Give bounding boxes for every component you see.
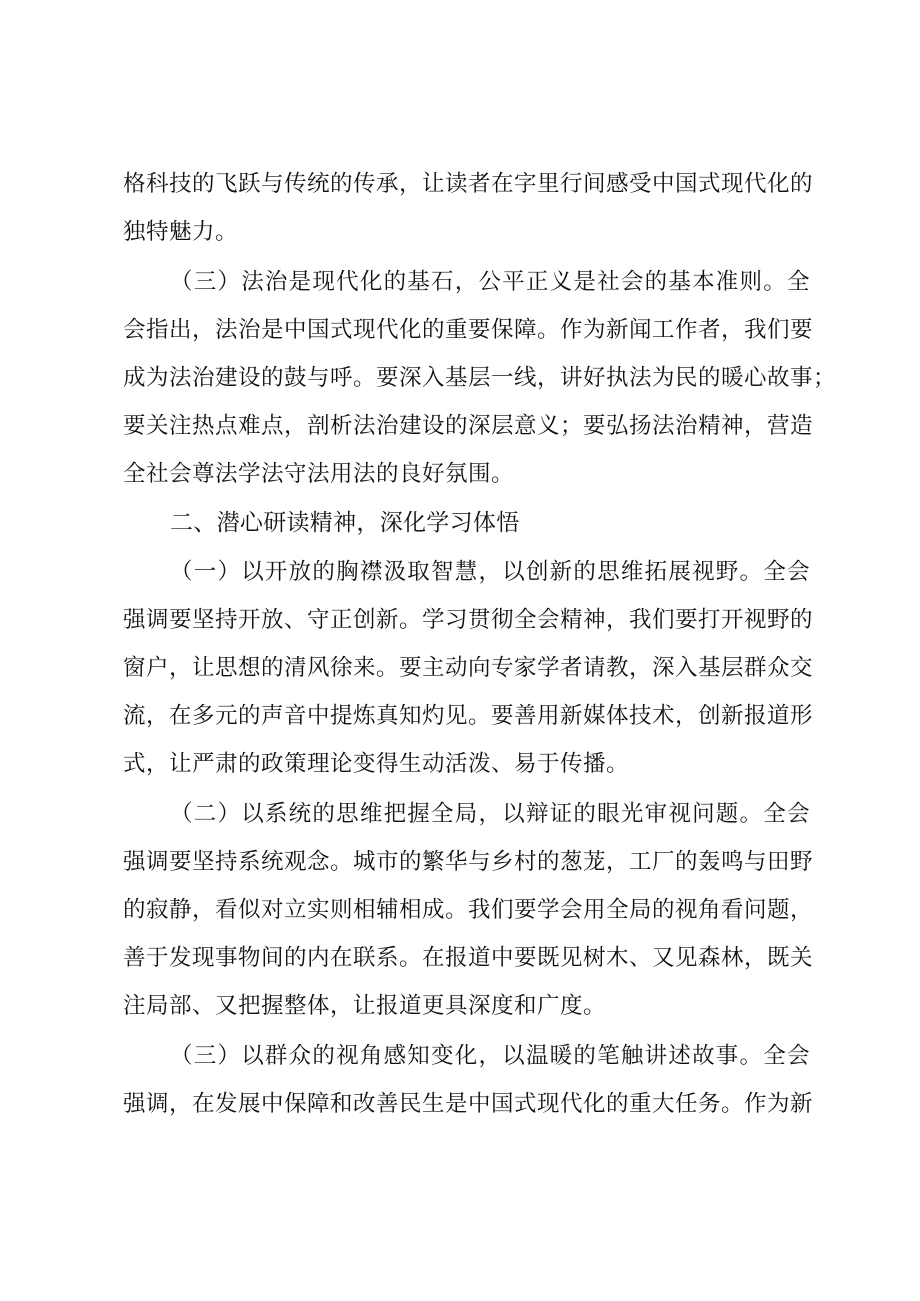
paragraph-line: 会指出，法治是中国式现代化的重要保障。作为新闻工作者，我们要 bbox=[123, 317, 814, 343]
paragraph-line: 的寂静，看似对立实则相辅相成。我们要学会用全局的视角看问题， bbox=[123, 897, 814, 923]
section-heading: 二、潜心研读精神，深化学习体悟 bbox=[170, 510, 520, 536]
paragraph-line: 式，让严肃的政策理论变得生动活泼、易于传播。 bbox=[123, 751, 630, 777]
paragraph-line: 成为法治建设的鼓与呼。要深入基层一线，讲好执法为民的暖心故事； bbox=[123, 365, 837, 391]
paragraph-line: 强调，在发展中保障和改善民生是中国式现代化的重大任务。作为新 bbox=[123, 1091, 814, 1117]
paragraph-line: 要关注热点难点，剖析法治建设的深层意义；要弘扬法治精神，营造 bbox=[123, 413, 814, 439]
paragraph-line: 强调要坚持开放、守正创新。学习贯彻全会精神，我们要打开视野的 bbox=[123, 607, 814, 633]
paragraph-line: 流，在多元的声音中提炼真知灼见。要善用新媒体技术，创新报道形 bbox=[123, 703, 814, 729]
paragraph-line: 全社会尊法学法守法用法的良好氛围。 bbox=[123, 461, 515, 487]
paragraph-line: （三）法治是现代化的基石，公平正义是社会的基本准则。全 bbox=[170, 269, 810, 295]
paragraph-line: （一）以开放的胸襟汲取智慧，以创新的思维拓展视野。全会 bbox=[170, 559, 810, 585]
paragraph-line: 格科技的飞跃与传统的传承，让读者在字里行间感受中国式现代化的 bbox=[123, 171, 814, 197]
paragraph-line: 窗户，让思想的清风徐来。要主动向专家学者请教，深入基层群众交 bbox=[123, 655, 814, 681]
paragraph-line: 善于发现事物间的内在联系。在报道中要既见树木、又见森林，既关 bbox=[123, 945, 814, 971]
paragraph-line: （三）以群众的视角感知变化，以温暖的笔触讲述故事。全会 bbox=[170, 1043, 810, 1069]
paragraph-line: （二）以系统的思维把握全局，以辩证的眼光审视问题。全会 bbox=[170, 801, 810, 827]
paragraph-line: 独特魅力。 bbox=[123, 219, 239, 245]
paragraph-line: 注局部、又把握整体，让报道更具深度和广度。 bbox=[123, 993, 607, 1019]
paragraph-line: 强调要坚持系统观念。城市的繁华与乡村的葱茏，工厂的轰鸣与田野 bbox=[123, 849, 814, 875]
